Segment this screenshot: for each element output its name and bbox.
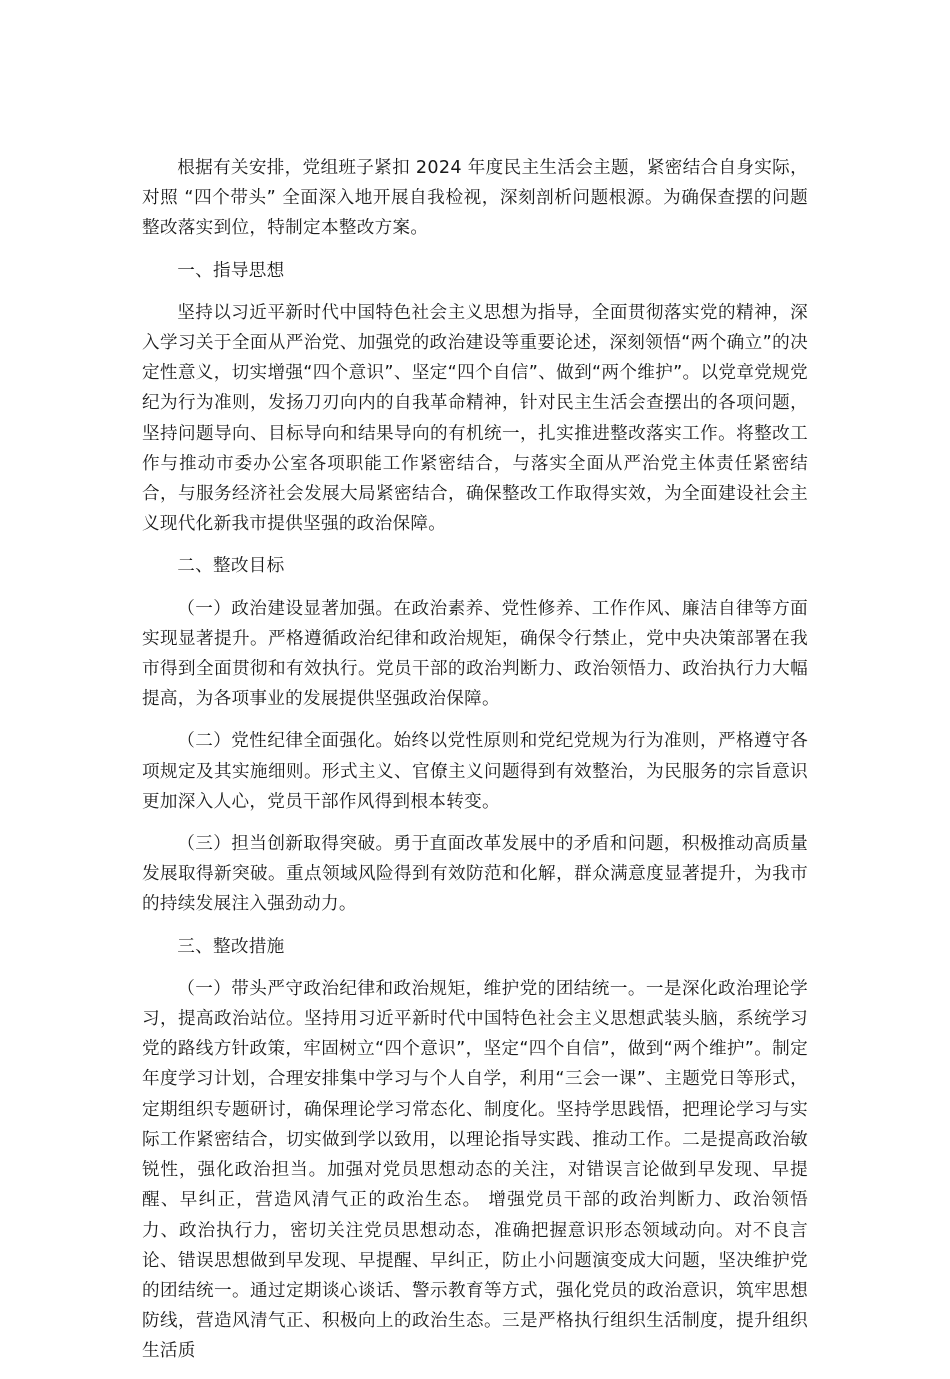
guiding-ideology-paragraph: 坚持以习近平新时代中国特色社会主义思想为指导，全面贯彻落实党的精神，深入学习关于全面从严治党、加强党的政治建设等重要论述，深刻领悟“两个确立”的决定性意义，切实增强“四个意识”、坚定“四个自信”、做到“两个维护”。以党章党规党纪为行为准则，发扬刀刃向内的自我革命精神，针对民主生活会查摆出的各项问题，坚持问题导向、目标导向和结果导向的有机统一，扎实推进整改落实工作。将整改工作与推动市委办公室各项职能工作紧密结合，与落实全面从严治党主体责任紧密结合，与服务经济社会发展大局紧密结合，确保整改工作取得实效，为全面建设社会主义现代化新我市提供坚强的政治保障。 (142, 302, 808, 535)
document-page (142, 153, 808, 1379)
measure-item-1: （一）带头严守政治纪律和政治规矩，维护党的团结统一。一是深化政治理论学习，提高政治站位。坚持用习近平新时代中国特色社会主义思想武装头脑，系统学习党的路线方针政策，牢固树立“四个意识”，坚定“四个自信”，做到“两个维护”。制定年度学习计划，合理安排集中学习与个人自学，利用“三会一课”、主题党日等形式，定期组织专题研讨，确保理论学习常态化、制度化。坚持学思践悟，把理论学习与实际工作紧密结合，切实做到学以致用，以理论指导实践、推动工作。二是提高政治敏锐性，强化政治担当。加强对党员思想动态的关注，对错误言论做到早发现、早提醒、早纠正，营造风清气正的政治生态。 增强党员干部的政治判断力、政治领悟力、政治执行力，密切关注党员思想动态，准确把握意识形态领域动向。对不良言论、错误思想做到早发现、早提醒、早纠正，防止小问题演变成大问题，坚决维护党的团结统一。通过定期谈心谈话、警示教育等方式，强化党员的政治意识，筑牢思想防线，营造风清气正、积极向上的政治生态。三是严格执行组织生活制度，提升组织生活质 (142, 978, 808, 1362)
intro-paragraph: 根据有关安排，党组班子紧扣 2024 年度民主生活会主题，紧密结合自身实际，对照 “四个带头” 全面深入地开展自我检视，深刻剖析问题根源。为确保查摆的问题整改落实到位，特制定本整改方案。 (142, 158, 808, 239)
section-heading-guiding-ideology: 一、指导思想 (177, 260, 285, 281)
section-heading-rectification-measures: 三、整改措施 (177, 936, 285, 957)
section-heading-rectification-goals: 二、整改目标 (177, 556, 285, 577)
goal-item-3: （三）担当创新取得突破。勇于直面改革发展中的矛盾和问题，积极推动高质量发展取得新突破。重点领域风险得到有效防范和化解，群众满意度显著提升，为我市的持续发展注入强劲动力。 (142, 834, 808, 915)
goal-item-1: （一）政治建设显著加强。在政治素养、党性修养、工作作风、廉洁自律等方面实现显著提升。严格遵循政治纪律和政治规矩，确保令行禁止，党中央决策部署在我市得到全面贯彻和有效执行。党员干部的政治判断力、政治领悟力、政治执行力大幅提高，为各项事业的发展提供坚强政治保障。 (142, 598, 808, 710)
goal-item-2: （二）党性纪律全面强化。始终以党性原则和党纪党规为行为准则，严格遵守各项规定及其实施细则。形式主义、官僚主义问题得到有效整治，为民服务的宗旨意识更加深入人心，党员干部作风得到根本转变。 (142, 731, 808, 812)
